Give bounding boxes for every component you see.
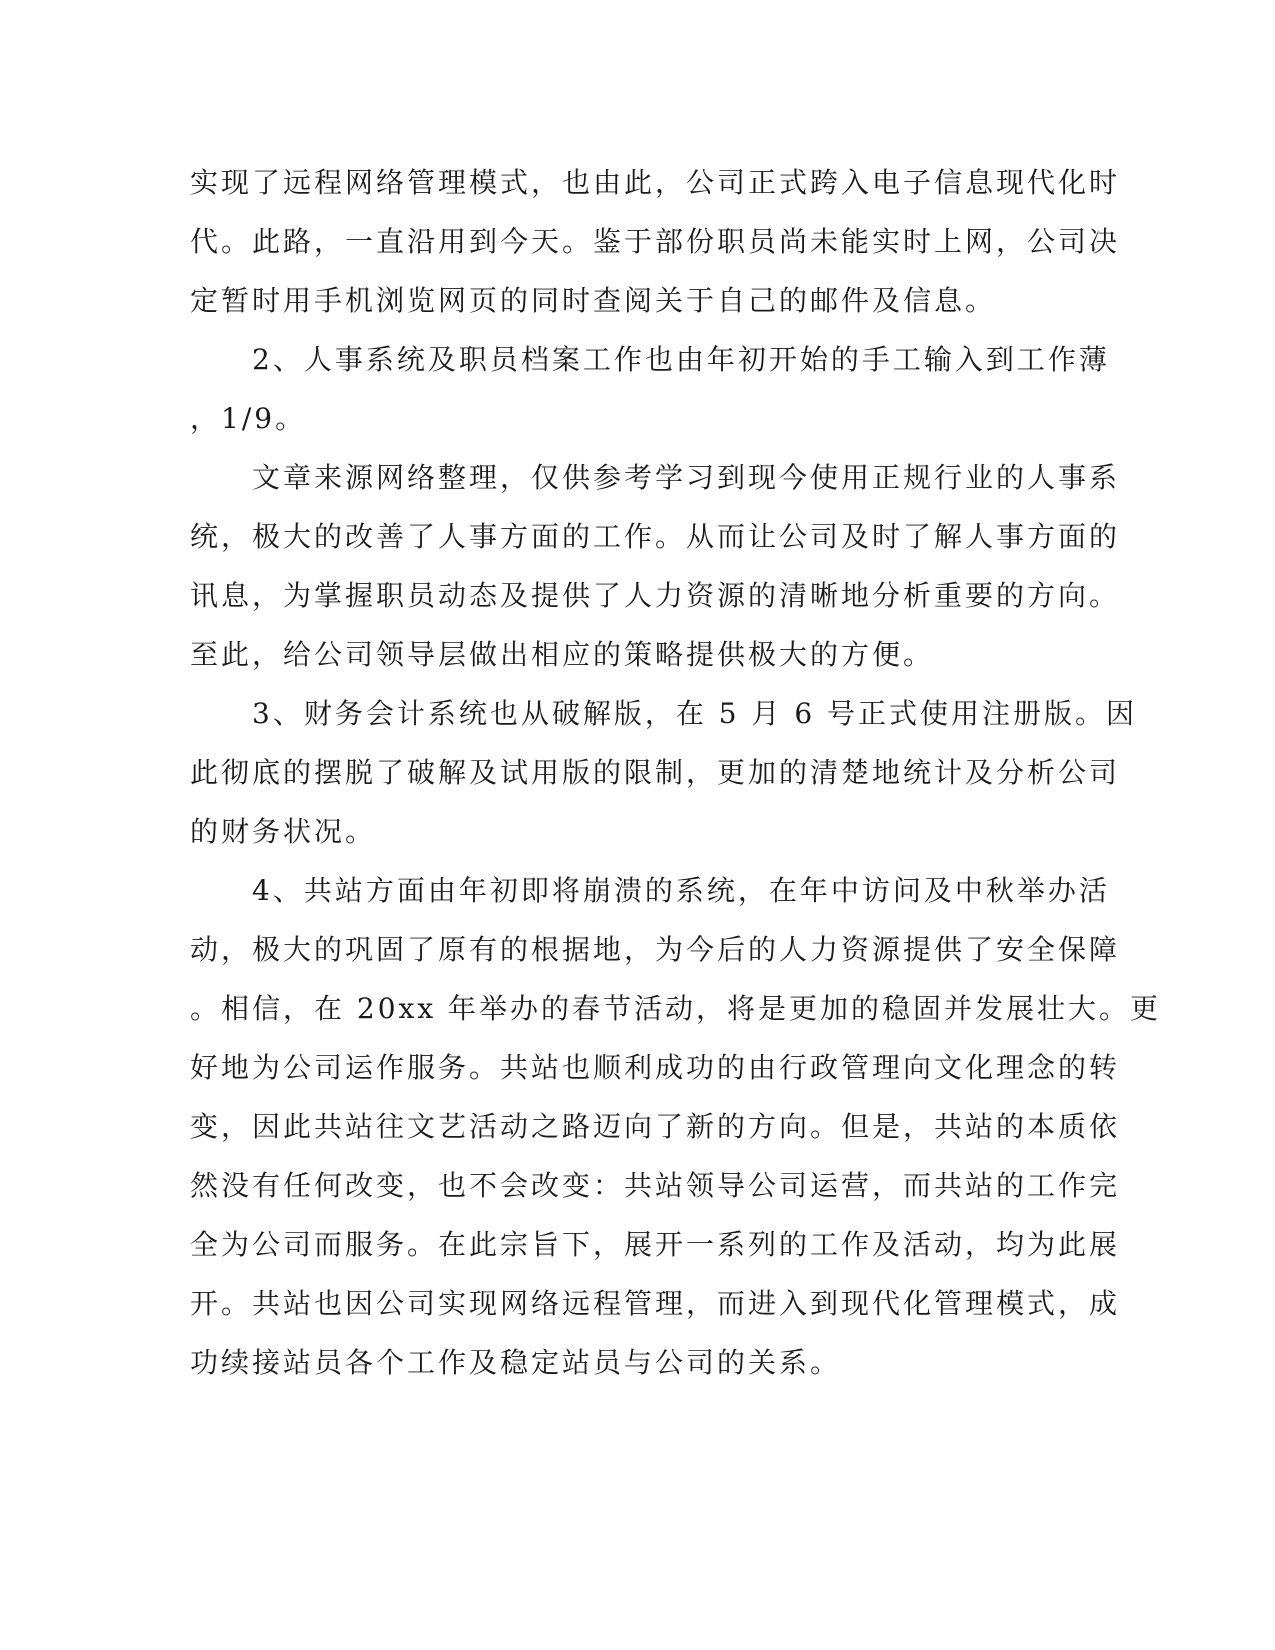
text-line: 此彻底的摆脱了破解及试用版的限制，更加的清楚地统计及分析公司 [190, 756, 1121, 789]
text-line: ，1/9。 [190, 402, 307, 435]
text-line: 代。此路，一直沿用到今天。鉴于部份职员尚未能实时上网，公司决 [190, 225, 1121, 258]
text-line: 统，极大的改善了人事方面的工作。从而让公司及时了解人事方面的 [190, 520, 1121, 553]
text-line: 。相信，在 20xx 年举办的春节活动，将是更加的稳固并发展壮大。更 [190, 992, 1162, 1025]
text-line: 然没有任何改变，也不会改变：共站领导公司运营，而共站的工作完 [190, 1169, 1121, 1202]
text-line: 动，极大的巩固了原有的根据地，为今后的人力资源提供了安全保障 [190, 933, 1121, 966]
text-line: 实现了远程网络管理模式，也由此，公司正式跨入电子信息现代化时 [190, 166, 1121, 199]
text-line: 至此，给公司领导层做出相应的策略提供极大的方便。 [190, 638, 935, 671]
text-line: 定暂时用手机浏览网页的同时查阅关于自己的邮件及信息。 [190, 284, 997, 317]
text-line: 开。共站也因公司实现网络远程管理，而进入到现代化管理模式，成 [190, 1287, 1121, 1320]
text-line: 的财务状况。 [190, 815, 377, 848]
text-line: 功续接站员各个工作及稳定站员与公司的关系。 [190, 1346, 842, 1379]
text-line: 全为公司而服务。在此宗旨下，展开一系列的工作及活动，均为此展 [190, 1228, 1121, 1261]
text-line: 好地为公司运作服务。共站也顺利成功的由行政管理向文化理念的转 [190, 1051, 1121, 1084]
text-line: 讯息，为掌握职员动态及提供了人力资源的清晰地分析重要的方向。 [190, 579, 1121, 612]
text-line: 3、财务会计系统也从破解版，在 5 月 6 号正式使用注册版。因 [190, 697, 1138, 730]
text-line: 4、共站方面由年初即将崩溃的系统，在年中访问及中秋举办活 [190, 874, 1110, 907]
text-line: 2、人事系统及职员档案工作也由年初开始的手工输入到工作薄 [190, 343, 1110, 376]
text-line: 文章来源网络整理，仅供参考学习到现今使用正规行业的人事系 [190, 461, 1121, 494]
text-line: 变，因此共站往文艺活动之路迈向了新的方向。但是，共站的本质依 [190, 1110, 1121, 1143]
